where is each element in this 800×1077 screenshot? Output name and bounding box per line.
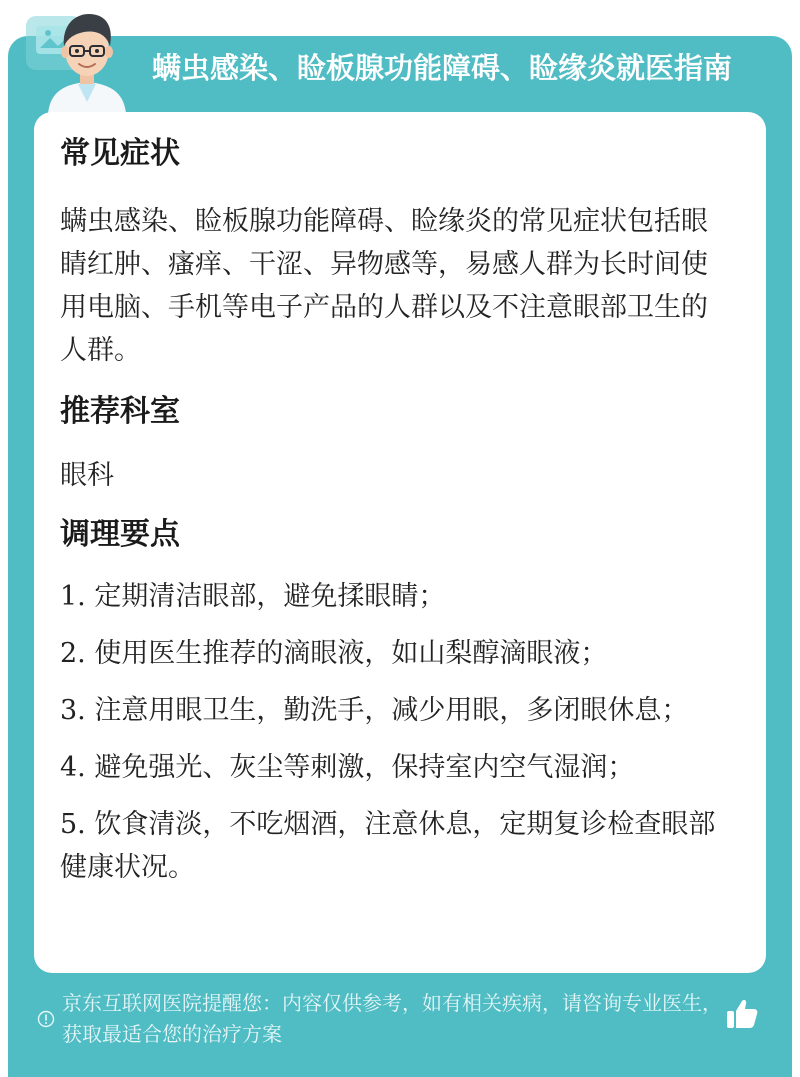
- disclaimer-text: [36, 988, 726, 1050]
- list-text: 使用医生推荐的滴眼液，如山梨醇滴眼液；: [94, 638, 608, 669]
- list-number: 5.: [60, 809, 86, 840]
- doctor-avatar: [44, 6, 130, 114]
- list-item: [60, 575, 732, 618]
- list-item: [60, 746, 732, 789]
- list-text: 避免强光、灰尘等刺激，保持室内空气湿润；: [94, 752, 635, 783]
- list-number: 2.: [60, 638, 86, 669]
- list-item: [60, 632, 732, 675]
- symptoms-text: 螨虫感染、睑板腺功能障碍、睑缘炎的常见症状包括眼睛红肿、瘙痒、干涩、异物感等，易感人群为长时间使用电脑、手机等电子产品的人群以及不注意眼部卫生的人群。: [60, 206, 708, 366]
- department-heading: 推荐科室: [60, 394, 180, 429]
- list-number: 1.: [60, 581, 86, 612]
- department-text: 眼科: [60, 460, 114, 491]
- thumbs-up-icon[interactable]: [724, 996, 760, 1032]
- symptoms-heading: 常见症状: [60, 136, 180, 171]
- content-card: [34, 112, 766, 973]
- page-title: 螨虫感染、睑板腺功能障碍、睑缘炎就医指南: [152, 52, 733, 85]
- tips-list: [60, 575, 732, 889]
- content-body: [60, 134, 732, 889]
- list-item: [60, 689, 732, 732]
- list-item: [60, 803, 732, 889]
- list-number: 4.: [60, 752, 86, 783]
- list-text: 饮食清淡，不吃烟酒，注意休息，定期复诊检查眼部健康状况。: [60, 809, 716, 883]
- list-number: 3.: [60, 695, 86, 726]
- tips-heading: 调理要点: [60, 517, 180, 552]
- list-text: 注意用眼卫生，勤洗手，减少用眼，多闭眼休息；: [94, 695, 689, 726]
- list-text: 定期清洁眼部，避免揉眼睛；: [94, 581, 446, 612]
- disclaimer-label: 京东互联网医院提醒您：内容仅供参考，如有相关疾病，请咨询专业医生，获取最适合您的治疗方案: [62, 991, 722, 1046]
